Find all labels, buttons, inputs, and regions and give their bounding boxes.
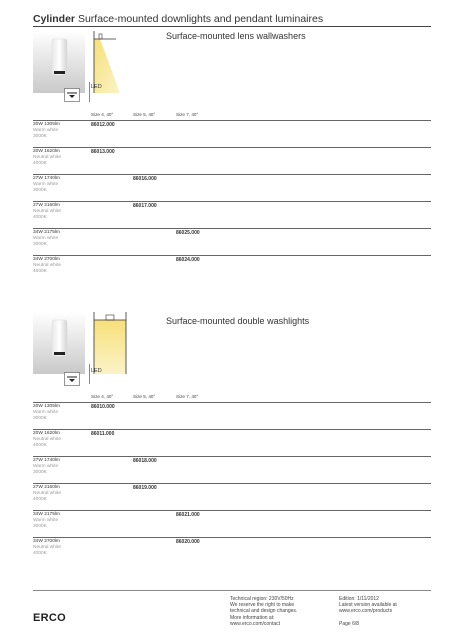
section-title-wallwashers: Surface-mounted lens wallwashers — [166, 31, 306, 41]
table-row-label: 34W 2700lm Neutral white 4000K — [33, 257, 61, 274]
footer-rule — [33, 590, 431, 591]
article-number: 86024.000 — [176, 257, 200, 263]
article-number: 86011.000 — [91, 431, 115, 437]
table-rule — [33, 174, 431, 175]
column-header-size4: Size 4, 40° — [91, 394, 114, 399]
page-subtitle: Surface-mounted downlights and pendant luminaires — [77, 13, 324, 25]
column-header-size7: Size 7, 40° — [176, 394, 199, 399]
table-row-label: 27W 1740lm Warm white 3000K — [33, 176, 60, 193]
table-row-label: 27W 2160lm Neutral white 4000K — [33, 203, 61, 220]
article-number: 86018.000 — [133, 458, 157, 464]
article-number: 86013.000 — [91, 149, 115, 155]
erco-logo: ERCO — [33, 612, 66, 624]
column-header-size5: Size 5, 40° — [133, 394, 156, 399]
recessed-symbol-icon — [64, 88, 80, 107]
table-row-label: 20W 1620lm Neutral white 4000K — [33, 431, 61, 448]
table-rule — [33, 456, 431, 457]
table-rule — [33, 228, 431, 229]
column-header-size4: Size 4, 40° — [91, 112, 114, 117]
footer-edition-info: Edition: 1/11/2012 Latest version available at www.erco.com/products Page 6/8 — [339, 596, 397, 627]
table-row-label: 34W 2175lm Warm white 3000K — [33, 230, 60, 247]
led-label: LED — [91, 84, 102, 90]
table-row-label: 34W 2700lm Neutral white 4000K — [33, 539, 61, 556]
article-number: 86017.000 — [133, 203, 157, 209]
brand-title: Cylinder — [33, 13, 76, 25]
led-vertical-rule — [89, 82, 90, 102]
page-title — [33, 13, 323, 25]
page-number: Page 6/8 — [339, 620, 360, 627]
table-row-label: 20W 1620lm Neutral white 4000K — [33, 149, 61, 166]
table-rule — [33, 147, 431, 148]
table-rule — [33, 537, 431, 538]
table-row-label: 20W 1305lm Warm white 3000K — [33, 404, 60, 421]
table-rule — [33, 429, 431, 430]
header-rule — [33, 26, 431, 27]
table-row-label: 27W 1740lm Warm white 3000K — [33, 458, 60, 475]
table-row-label: 20W 1305lm Warm white 3000K — [33, 122, 60, 139]
table-rule — [33, 120, 431, 121]
article-number: 86010.000 — [91, 404, 115, 410]
table-rule — [33, 510, 431, 511]
article-number: 86019.000 — [133, 485, 157, 491]
product-image-cylinder-2 — [33, 312, 85, 379]
article-number: 86021.000 — [176, 512, 200, 518]
led-label: LED — [91, 368, 102, 374]
led-vertical-rule — [89, 364, 90, 384]
table-row-label: 27W 2160lm Neutral white 4000K — [33, 485, 61, 502]
table-rule — [33, 201, 431, 202]
section-title-double-washlights: Surface-mounted double washlights — [166, 316, 310, 326]
column-header-size7: Size 7, 40° — [176, 112, 199, 117]
article-number: 86025.000 — [176, 230, 200, 236]
column-header-size5: Size 5, 40° — [133, 112, 156, 117]
recessed-symbol-icon — [64, 372, 80, 391]
table-rule — [33, 255, 431, 256]
table-rule — [33, 483, 431, 484]
article-number: 86020.000 — [176, 539, 200, 545]
table-rule — [33, 402, 431, 403]
article-number: 86012.000 — [91, 122, 115, 128]
article-number: 86016.000 — [133, 176, 157, 182]
table-row-label: 34W 2175lm Warm white 3000K — [33, 512, 60, 529]
footer-technical-info: Technical region: 230V/50Hz We reserve the right to make technical and design changes. More information at: www.erco.com/contact — [230, 596, 298, 627]
